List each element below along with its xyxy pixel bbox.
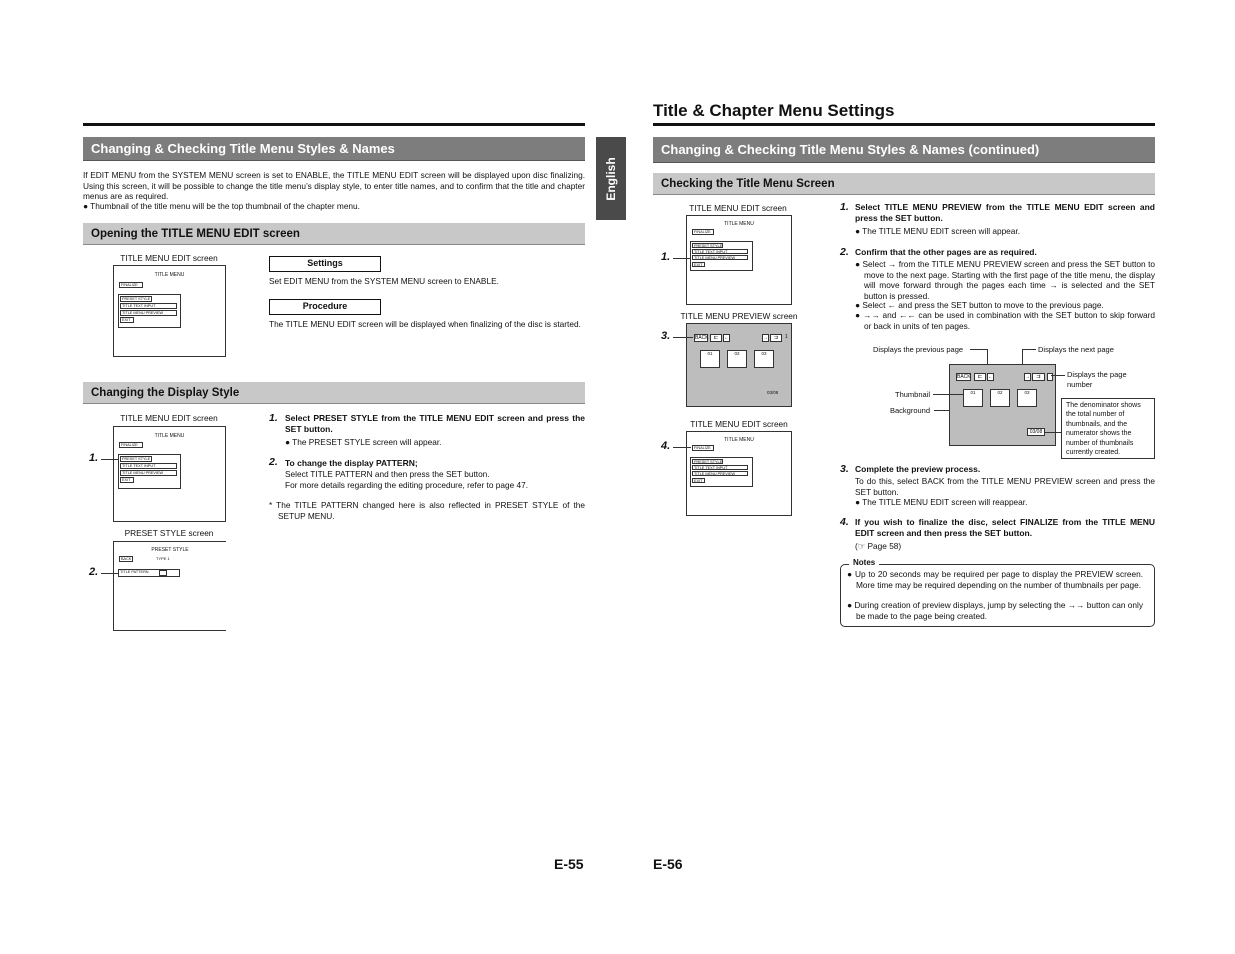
callout-leader-line bbox=[934, 410, 950, 411]
left-section-heading bbox=[83, 137, 585, 161]
language-tab bbox=[596, 137, 626, 220]
right-step-4-number: 4. bbox=[840, 516, 849, 528]
right-callout-4: 4. bbox=[661, 440, 671, 452]
left-step-2-number: 2. bbox=[269, 456, 278, 468]
diagram-prev-label: Displays the previous page bbox=[873, 345, 964, 354]
note-item-2: ● During creation of preview displays, jump by selecting the →→ button can only be made to the page being created. bbox=[847, 600, 1144, 621]
opening-screen-caption: TITLE MENU EDIT screen bbox=[120, 253, 218, 263]
left-intro-text: If EDIT MENU from the SYSTEM MENU screen is set to ENABLE, the TITLE MENU EDIT screen will be displayed upon disc finalizing. Using this screen, it will be possible to change the title menu’s display style, to enter title names, and to confirm that the title and chapter menus are as required. bbox=[83, 170, 585, 201]
mini-page-count: 03/08 bbox=[1027, 428, 1045, 436]
right-step-3-text: To do this, select BACK from the TITLE MENU PREVIEW screen and press the SET button. bbox=[855, 476, 1155, 497]
right-top-rule bbox=[653, 123, 1155, 126]
mini-back-button: BACK bbox=[957, 374, 971, 380]
preview-diagram bbox=[949, 364, 1056, 446]
right-section-heading bbox=[653, 137, 1155, 163]
mini-title-menu: TITLE MENU bbox=[154, 272, 185, 278]
right-edit-screen-1 bbox=[686, 215, 792, 305]
procedure-label: Procedure bbox=[269, 299, 381, 315]
next-page-icon: → bbox=[763, 335, 768, 341]
thumbnail-3 bbox=[754, 350, 774, 368]
mini-finalize: FINALIZE bbox=[119, 442, 143, 448]
mini-item-preset-style: PRESET STYLE bbox=[694, 244, 723, 248]
mini-item-title-menu-preview: TITLE MENU PREVIEW bbox=[692, 471, 748, 476]
thumbnail-label: 02 bbox=[997, 390, 1003, 395]
checking-subheading bbox=[653, 173, 1155, 195]
mini-item-title-text-input: TITLE TEXT INPUT bbox=[692, 465, 748, 470]
thumbnail-label: 03 bbox=[761, 351, 767, 356]
skip-forward-icon: ⇉ bbox=[770, 334, 782, 342]
callout-leader-line bbox=[101, 459, 119, 460]
callout-leader-line bbox=[1022, 349, 1036, 350]
right-step-2-number: 2. bbox=[840, 246, 849, 258]
thumbnail-1 bbox=[700, 350, 720, 368]
mini-type-label: TYPE 1 bbox=[156, 556, 170, 561]
right-step-2-bullet-2: ● Select ← and press the SET button to move to the previous page. bbox=[855, 300, 1104, 310]
diagram-page-label: Displays the page number bbox=[1067, 370, 1127, 389]
opening-subheading bbox=[83, 223, 585, 245]
right-callout-1: 1. bbox=[661, 251, 671, 263]
left-step-2-title: To change the display PATTERN; bbox=[285, 458, 418, 468]
right-screen2-caption: TITLE MENU PREVIEW screen bbox=[680, 311, 798, 321]
right-edit-screen-2 bbox=[686, 431, 792, 516]
mini-title-menu: TITLE MENU bbox=[724, 221, 754, 227]
right-step-2-title: Confirm that the other pages are as required. bbox=[855, 247, 1037, 257]
mini-item-title-menu-preview: TITLE MENU PREVIEW bbox=[120, 470, 177, 476]
right-step-2-bullet-1: ● Select → from the TITLE MENU PREVIEW screen and press the SET button to move to the next page. Starting with the first page of the title menu, the display will move forward through the pages each time → is selected and the SET button is pressed. bbox=[855, 259, 1155, 301]
procedure-text: The TITLE MENU EDIT screen will be displayed when finalizing of the disc is started. bbox=[269, 319, 581, 329]
callout-leader-line bbox=[673, 447, 691, 448]
left-step-2-line-2: For more details regarding the editing procedure, refer to page 47. bbox=[285, 480, 529, 490]
mini-back-button: BACK bbox=[121, 557, 132, 561]
mini-title-menu: TITLE MENU bbox=[724, 437, 754, 443]
diagram-background-label: Background bbox=[890, 406, 931, 415]
mini-item-title-menu-preview: TITLE MENU PREVIEW bbox=[692, 255, 748, 260]
left-footnote: * The TITLE PATTERN changed here is also reflected in PRESET STYLE of the SETUP MENU. bbox=[269, 500, 585, 521]
thumbnail-label: 03 bbox=[1024, 390, 1030, 395]
left-intro-bullet: ● Thumbnail of the title menu will be the top thumbnail of the chapter menu. bbox=[83, 201, 360, 211]
callout-leader-line bbox=[673, 337, 693, 338]
left-top-rule bbox=[83, 123, 585, 126]
thumbnail-2 bbox=[727, 350, 747, 368]
mini-item-preset-style: PRESET STYLE bbox=[694, 460, 723, 464]
right-page-number: E-56 bbox=[653, 856, 683, 872]
left-step-2-line-1: Select TITLE PATTERN and then press the SET button. bbox=[285, 469, 490, 479]
next-page-icon: → bbox=[1025, 374, 1030, 380]
display-style-edit-screen bbox=[113, 426, 226, 522]
callout-leader-line bbox=[933, 394, 963, 395]
right-screen1-caption: TITLE MENU EDIT screen bbox=[689, 203, 787, 213]
right-step-1-title: Select TITLE MENU PREVIEW from the TITLE MENU EDIT screen and press the SET button. bbox=[855, 202, 1155, 223]
mini-item-preset-style: PRESET STYLE bbox=[122, 457, 151, 461]
right-step-3-bullet: ● The TITLE MENU EDIT screen will reappear. bbox=[855, 497, 1028, 507]
skip-back-icon: ⇇ bbox=[710, 334, 722, 342]
callout-leader-line bbox=[1045, 432, 1061, 433]
diagram-denominator-note: The denominator shows the total number of thumbnails, and the numerator shows the number of thumbnails currently created. bbox=[1061, 398, 1155, 459]
right-screen3-caption: TITLE MENU EDIT screen bbox=[690, 419, 788, 429]
right-step-1-bullet: ● The TITLE MENU EDIT screen will appear. bbox=[855, 226, 1021, 236]
thumbnail-1 bbox=[963, 389, 983, 407]
note-item-1: ● Up to 20 seconds may be required per page to display the PREVIEW screen. More time may be required depending on the number of thumbnails per page. bbox=[847, 569, 1143, 590]
left-page-number: E-55 bbox=[554, 856, 584, 872]
right-step-3-number: 3. bbox=[840, 463, 849, 475]
prev-page-icon: ← bbox=[988, 374, 993, 380]
thumbnail-3 bbox=[1017, 389, 1037, 407]
right-section-heading-text: Changing & Checking Title Menu Styles & Names (continued) bbox=[661, 142, 1040, 157]
right-step-2-bullet-3: ● →→ and ←← can be used in combination with the SET button to skip forward or back in units of ten pages. bbox=[855, 310, 1155, 331]
diagram-thumbnail-label: Thumbnail bbox=[895, 390, 931, 399]
page-title: Title & Chapter Menu Settings bbox=[653, 101, 895, 120]
mini-title-menu: TITLE MENU bbox=[154, 433, 185, 439]
opening-edit-screen bbox=[113, 265, 226, 357]
mini-pattern-value-box bbox=[159, 570, 167, 576]
thumbnail-label: 02 bbox=[734, 351, 740, 356]
thumbnail-label: 01 bbox=[970, 390, 976, 395]
mini-finalize: FINALIZE bbox=[119, 282, 143, 288]
display-style-callout-2: 2. bbox=[89, 566, 99, 578]
mini-item-title-text-input: TITLE TEXT INPUT bbox=[120, 463, 177, 469]
display-style-callout-1: 1. bbox=[89, 452, 99, 464]
mini-finalize: FINALIZE bbox=[692, 445, 714, 451]
display-style-screen1-caption: TITLE MENU EDIT screen bbox=[120, 413, 218, 423]
display-style-subheading bbox=[83, 382, 585, 404]
preset-style-screen bbox=[113, 541, 226, 631]
thumbnail-label: 01 bbox=[707, 351, 713, 356]
preview-screen bbox=[686, 323, 792, 407]
mini-title-pattern: TITLE PATTERN bbox=[118, 569, 180, 577]
left-step-1-bullet: ● The PRESET STYLE screen will appear. bbox=[285, 437, 442, 447]
mini-finalize: FINALIZE bbox=[692, 229, 714, 235]
mini-item-preset-style: PRESET STYLE bbox=[122, 297, 151, 301]
skip-forward-icon: ⇉ bbox=[1032, 373, 1045, 381]
language-tab-text: English bbox=[604, 156, 618, 201]
left-step-1-number: 1. bbox=[269, 412, 278, 424]
mini-item-title-menu-preview: TITLE MENU PREVIEW bbox=[120, 310, 177, 316]
notes-title: Notes bbox=[849, 558, 879, 567]
left-section-heading-text: Changing & Checking Title Menu Styles & Names bbox=[91, 141, 395, 156]
settings-text: Set EDIT MENU from the SYSTEM MENU screen to ENABLE. bbox=[269, 276, 499, 286]
skip-back-icon: ⇇ bbox=[974, 373, 986, 381]
callout-leader-line bbox=[673, 258, 691, 259]
right-step-3-title: Complete the preview process. bbox=[855, 464, 981, 474]
right-callout-3: 3. bbox=[661, 330, 671, 342]
diagram-next-label: Displays the next page bbox=[1038, 345, 1114, 354]
mini-page-count: 03/08 bbox=[767, 390, 779, 395]
mini-item-title-text-input: TITLE TEXT INPUT bbox=[692, 249, 748, 254]
mini-preset-title: PRESET STYLE bbox=[151, 547, 189, 553]
mini-item-title-text-input: TITLE TEXT INPUT bbox=[120, 303, 177, 309]
mini-back-button: BACK bbox=[695, 335, 709, 341]
mini-item-exit: EXIT bbox=[120, 317, 134, 323]
mini-item-exit: EXIT bbox=[120, 477, 134, 483]
callout-leader-line bbox=[101, 573, 118, 574]
callout-leader-line bbox=[970, 349, 988, 350]
prev-page-icon: ← bbox=[724, 335, 729, 341]
right-step-1-number: 1. bbox=[840, 201, 849, 213]
settings-label: Settings bbox=[269, 256, 381, 272]
right-step-4-ref: (☞ Page 58) bbox=[855, 541, 902, 551]
display-style-subheading-text: Changing the Display Style bbox=[91, 386, 240, 399]
thumbnail-2 bbox=[990, 389, 1010, 407]
checking-subheading-text: Checking the Title Menu Screen bbox=[661, 177, 835, 190]
mini-item-exit: EXIT bbox=[692, 262, 705, 267]
callout-leader-line bbox=[1051, 375, 1065, 376]
left-step-1-title: Select PRESET STYLE from the TITLE MENU EDIT screen and press the SET button. bbox=[285, 413, 585, 434]
mini-page-indicator: 1 bbox=[785, 334, 788, 340]
mini-item-exit: EXIT bbox=[692, 478, 705, 483]
right-step-4-title: If you wish to finalize the disc, select FINALIZE from the TITLE MENU EDIT screen and then press the SET button. bbox=[855, 517, 1155, 538]
opening-subheading-text: Opening the TITLE MENU EDIT screen bbox=[91, 227, 300, 240]
display-style-screen2-caption: PRESET STYLE screen bbox=[124, 528, 214, 538]
